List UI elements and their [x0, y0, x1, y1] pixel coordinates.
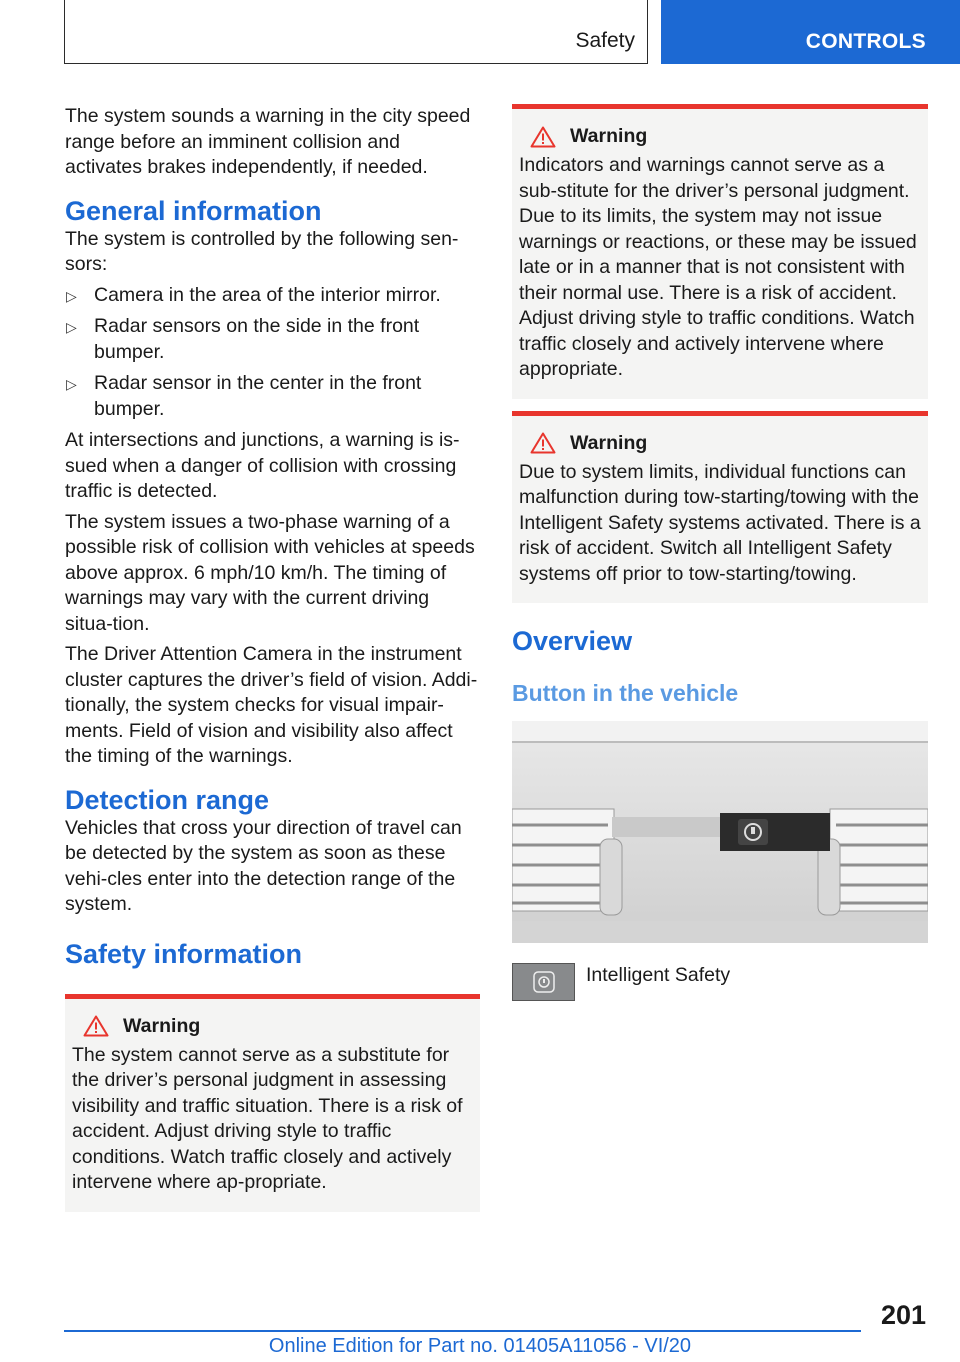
chapter-tab[interactable]	[661, 0, 960, 64]
button-legend	[512, 963, 928, 1001]
warning-title: Warning	[123, 1014, 201, 1037]
bullet-triangle-icon: ▷	[66, 376, 77, 392]
warning-box	[65, 994, 480, 1212]
list-item	[65, 314, 480, 365]
sensor-list	[65, 283, 480, 423]
list-item-text: Camera in the area of the interior mirror.	[94, 283, 441, 306]
warning-triangle-icon	[83, 1015, 109, 1037]
footer-divider	[64, 1330, 861, 1332]
list-item-text: Radar sensor in the center in the front bumper.	[94, 372, 422, 420]
section-title: Safety	[575, 29, 635, 52]
list-item-text: Radar sensors on the side in the front bumper.	[94, 315, 420, 363]
header-frame	[64, 0, 648, 64]
general-intro-paragraph: The system is controlled by the following sen-sors:	[65, 227, 459, 275]
intelligent-safety-symbol	[531, 971, 557, 993]
intelligent-safety-icon[interactable]	[512, 963, 575, 1001]
bullet-triangle-icon: ▷	[66, 287, 77, 304]
legend-label: Intelligent Safety	[586, 964, 731, 986]
bullet-triangle-icon: ▷	[66, 319, 77, 335]
camera-paragraph: The Driver Attention Camera in the instrument cluster captures the driver’s field of vision. Addi-tionally, the system checks for visual impair-ments. Field of vision and visibility also affect the timing of the warnings.	[65, 643, 478, 767]
warning-text: The system cannot serve as a substitute for the driver’s personal judgment in assessing visibility and traffic situation. There is a risk of accident. Adjust driving style to traffic conditions. Watch traffic closely and actively intervene where ap-propriate.	[72, 1043, 463, 1193]
warning-text: Due to system limits, individual functions can malfunction during tow-starting/towing with the Intelligent Safety systems activated. There is a risk of accident. Switch all Intelligent Safety systems off prior to tow-starting/towing.	[519, 460, 921, 585]
footer-edition: Online Edition for Part no. 01405A11056 - VI/20	[268, 1335, 692, 1357]
safety-information-heading: Safety information	[65, 938, 303, 969]
page-number: 201	[880, 1300, 926, 1330]
two-phase-paragraph: The system issues a two-phase warning of a possible risk of collision with vehicles at speeds above approx. 6 mph/10 km/h. The timing of warnings may vary with the current driving situa-tion.	[65, 510, 475, 635]
detection-range-paragraph: Vehicles that cross your direction of travel can be detected by the system as soon as these vehi-cles enter into the detection range of the system.	[65, 816, 462, 915]
left-column	[65, 104, 480, 1212]
warning-header	[519, 125, 922, 148]
warning-header	[519, 432, 922, 455]
chapter-title: CONTROLS	[805, 30, 926, 53]
list-item	[65, 371, 480, 422]
button-in-vehicle-heading: Button in the vehicle	[512, 680, 739, 706]
list-item	[65, 283, 480, 309]
warning-triangle-icon	[530, 126, 556, 148]
dashboard-vents-drawing	[512, 721, 928, 943]
general-information-heading: General information	[65, 195, 322, 226]
detection-range-heading: Detection range	[65, 784, 270, 815]
warning-header	[72, 1015, 474, 1038]
warning-title: Warning	[570, 431, 648, 454]
right-column	[512, 104, 928, 1001]
intersections-paragraph: At intersections and junctions, a warning is is-sued when a danger of collision with crossing traffic is detected.	[65, 429, 460, 502]
warning-box	[512, 104, 928, 399]
intro-paragraph: The system sounds a warning in the city speed range before an imminent collision and activates brakes independently, if needed.	[65, 105, 471, 178]
warning-text: Indicators and warnings cannot serve as a sub-stitute for the driver’s personal judgment. Due to its limits, the system may not issue warnings or reactions, or these may be issued late or in a manner that is not consistent with their normal use. There is a risk of accident. Adjust driving style to traffic conditions. Watch traffic closely and actively intervene where appropriate.	[519, 154, 917, 380]
vehicle-button-illustration	[512, 721, 928, 943]
warning-title: Warning	[570, 125, 648, 147]
warning-triangle-icon	[530, 432, 556, 454]
warning-box	[512, 411, 928, 604]
overview-heading: Overview	[512, 626, 633, 656]
